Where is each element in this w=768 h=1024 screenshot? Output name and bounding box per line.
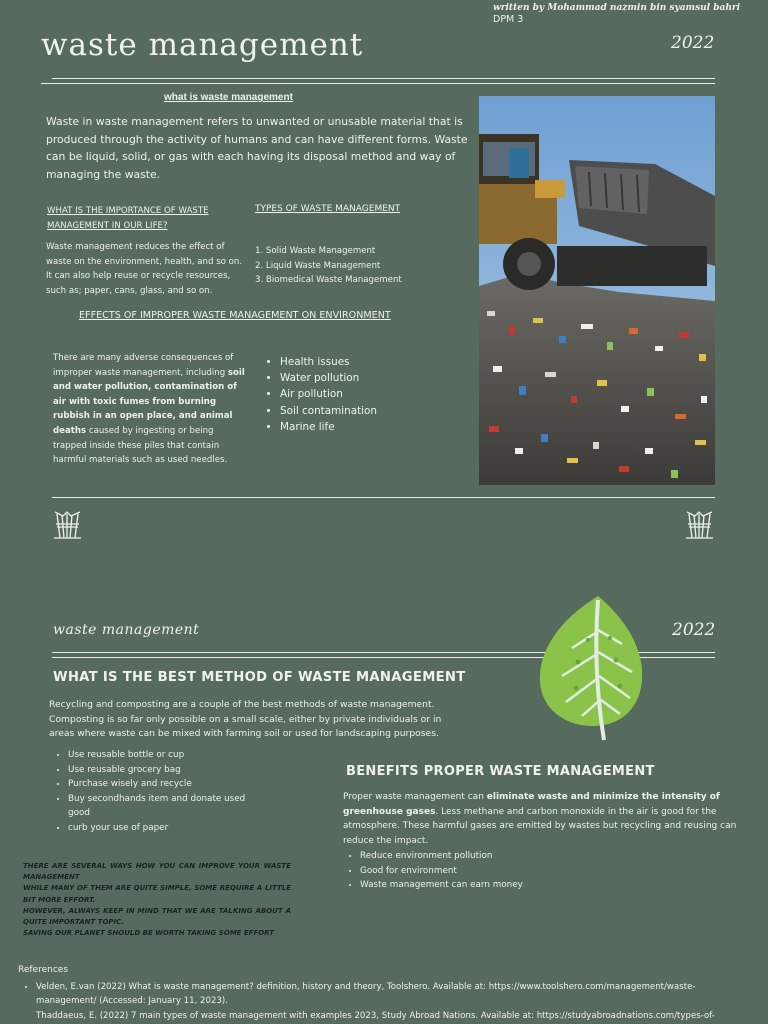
references-heading: References (18, 965, 69, 975)
types-list (255, 244, 402, 288)
page-title: waste management (41, 27, 364, 63)
bundled-grass-icon (51, 510, 84, 540)
leaf-icon (536, 592, 646, 742)
best-method-heading: WHAT IS THE BEST METHOD OF WASTE MANAGEMENT (53, 670, 466, 685)
list-item: 2. Liquid Waste Management (255, 260, 381, 271)
what-is-heading: what is waste management (164, 92, 293, 103)
list-item: • Soil contamination (280, 403, 377, 419)
benefits-paragraph: Proper waste management can eliminate waste and minimize the intensity of greenhouse gases. Less methane and carbon monoxide in the air is good for the atmosphere. These harmful gases are emitted by wastes but recycling and reusing can reduce the impact. (343, 792, 737, 846)
list-item: • Water pollution (280, 370, 377, 386)
types-heading: TYPES OF WASTE MANAGEMENT (255, 204, 401, 214)
list-item: • Health issues (280, 354, 377, 370)
effects-list (266, 354, 377, 435)
landfill-bulldozer-photo (479, 96, 715, 485)
effects-paragraph: There are many adverse consequences of improper waste management, including soil and water pollution, contamination of air with toxic fumes from burning rubbish in an open place, and animal deaths caused by ingesting or being trapped inside these piles that contain harmful materials such as used needles. (53, 353, 245, 466)
list-item: • Marine life (280, 419, 377, 435)
section2-year: 2022 (672, 620, 716, 640)
list-item: • Reduce environment pollution (360, 849, 523, 864)
effects-heading: EFFECTS OF IMPROPER WASTE MANAGEMENT ON ENVIRONMENT (79, 310, 391, 321)
list-item: 1. Solid Waste Management (255, 246, 376, 256)
tips-block: THERE ARE SEVERAL WAYS HOW YOU CAN IMPROVE YOUR WASTE MANAGEMENT WHILE MANY OF THEM ARE QUITE SIMPLE, SOME REQUIRE A LITTLE BIT MORE EFFORT. HOWEVER, ALWAYS KEEP IN MIND THAT WE ARE TALKING ABOUT A QUITE IMPORTANT TOPIC. SAVING OUR PLANET SHOULD BE WORTH TAKING SOME EFFORT (23, 862, 291, 938)
list-item: • Good for environment (360, 864, 523, 879)
list-item: • Use reusable bottle or cup (68, 748, 258, 763)
list-item: • Purchase wisely and recycle (68, 777, 258, 792)
importance-text: Waste management reduces the effect of waste on the environment, health, and so on. It can also help reuse or recycle resources, such as; paper, cans, glass, and so on. (46, 242, 243, 296)
reference-item: • Thaddaeus, E. (2022) 7 main types of waste management with examples 2023, Study Abroad Nations. Available at: https://studyabroadnations.com/types-of- (36, 1009, 742, 1023)
intro-paragraph: Waste in waste management refers to unwanted or unusable material that is produced through the activity of humans and can have different forms. Waste can be liquid, solid, or gas with each having its disposal method and way of managing the waste. (46, 115, 468, 181)
bundled-grass-icon (683, 510, 716, 540)
benefits-list (346, 849, 523, 893)
best-method-paragraph: Recycling and composting are a couple of the best methods of waste management. Composting is so far only possible on a small scale, either by private individuals or in areas where waste can be mixed with farming soil or used for landscaping purposes. (49, 699, 442, 740)
list-item: • Waste management can earn money (360, 878, 523, 893)
top-divider-2 (41, 83, 715, 84)
year-label: 2022 (671, 33, 715, 53)
benefits-heading: BENEFITS PROPER WASTE MANAGEMENT (346, 764, 655, 779)
importance-heading: WHAT IS THE IMPORTANCE OF WASTE MANAGEMENT IN OUR LIFE? (47, 206, 209, 231)
top-divider-1 (52, 78, 715, 79)
list-item: • Use reusable grocery bag (68, 763, 258, 778)
list-item: • Air pollution (280, 386, 377, 402)
best-method-list (54, 748, 258, 836)
list-item: • curb your use of paper (68, 821, 258, 836)
references-list (22, 980, 742, 1023)
reference-item: • Velden, E.van (2022) What is waste management? definition, history and theory, Toolshero. Available at: https://www.toolshero.com/management/waste-management/ (Accessed: January 11, 2023). (36, 980, 742, 1009)
author-credit: written by Mohammad nazmin bin syamsul bahri (493, 3, 741, 13)
list-item: • Buy secondhands item and donate used good (68, 792, 258, 821)
list-item: 3. Biomedical Waste Management (255, 275, 402, 286)
section1-bottom-divider (52, 497, 715, 498)
class-label: DPM 3 (493, 14, 524, 25)
section2-subtitle: waste management (53, 622, 200, 638)
